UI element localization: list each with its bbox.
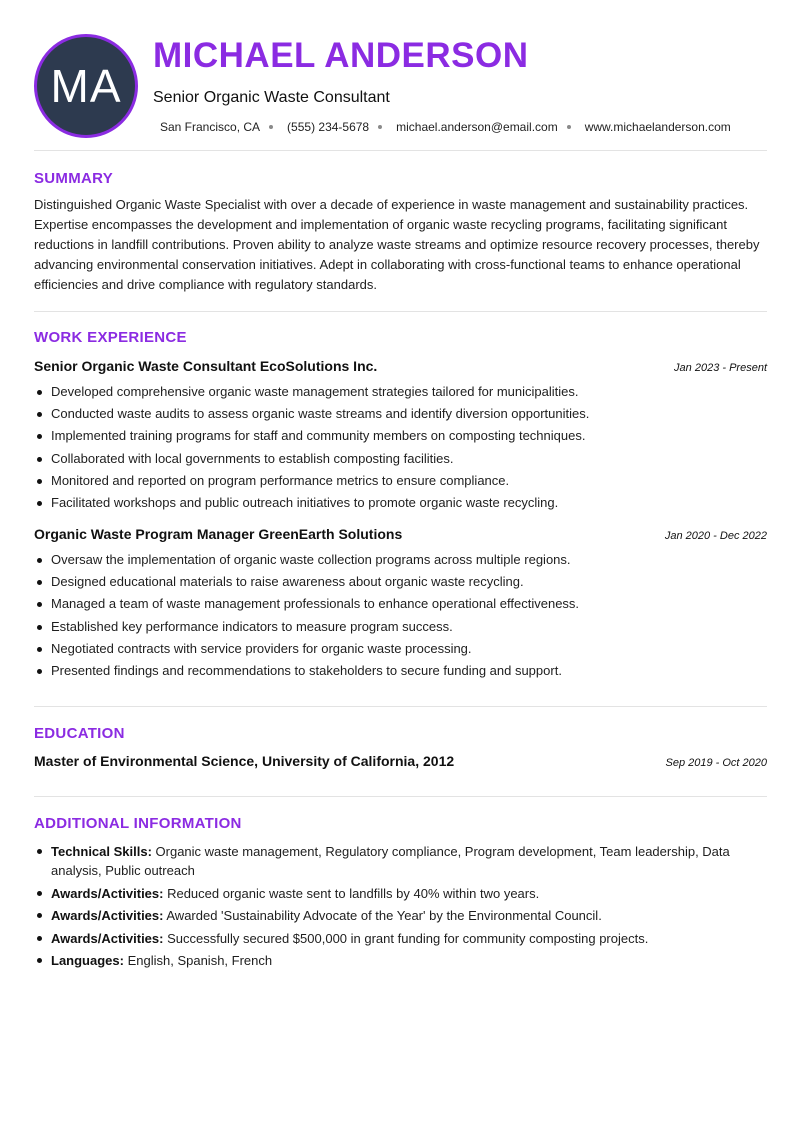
list-item: Conducted waste audits to assess organic waste streams and identify diversion opportunities. xyxy=(34,403,767,425)
section-divider xyxy=(34,706,767,707)
job-header xyxy=(34,358,767,374)
list-item: Facilitated workshops and public outreach initiatives to promote organic waste recycling. xyxy=(34,492,767,514)
item-label: Technical Skills: xyxy=(51,844,152,859)
list-item: Presented findings and recommendations to stakeholders to secure funding and support. xyxy=(34,660,767,682)
list-item xyxy=(34,929,767,948)
item-text: Awarded 'Sustainability Advocate of the Year' by the Environmental Council. xyxy=(163,908,602,923)
job-title: Organic Waste Program Manager GreenEarth Solutions xyxy=(34,526,403,542)
education-dates: Sep 2019 - Oct 2020 xyxy=(665,757,767,769)
summary-heading: SUMMARY xyxy=(34,170,114,187)
item-text: Reduced organic waste sent to landfills by 40% within two years. xyxy=(163,885,540,901)
list-item: Implemented training programs for staff and community members on composting techniques. xyxy=(34,425,767,447)
list-item: Developed comprehensive organic waste management strategies tailored for municipalities. xyxy=(34,381,767,403)
summary-text: Distinguished Organic Waste Specialist with over a decade of experience in waste management and sustainability practices. Expertise encompasses the development and implementation of organic waste recycling programs, facilitating significant reductions in landfill contributions. Proven ability to analyze waste streams and optimize resource recovery processes, thereby advancing environmental conservation initiatives. Adept in collaborating with cross-functional teams to enhance operational efficiencies and drive compliance with regulatory standards. xyxy=(34,197,760,292)
list-item xyxy=(34,951,767,970)
item-label: Awards/Activities: xyxy=(51,908,164,923)
contact-email[interactable]: michael.anderson@email.com xyxy=(396,120,558,134)
list-item: Designed educational materials to raise awareness about organic waste recycling. xyxy=(34,571,767,593)
additional-heading: ADDITIONAL INFORMATION xyxy=(34,815,242,832)
education-heading: EDUCATION xyxy=(34,725,125,742)
candidate-name: MICHAEL ANDERSON xyxy=(153,36,529,75)
section-divider xyxy=(34,150,767,151)
job-dates: Jan 2023 - Present xyxy=(674,362,767,374)
avatar xyxy=(34,34,138,138)
contact-website[interactable]: www.michaelanderson.com xyxy=(584,120,731,134)
list-item: Established key performance indicators to measure program success. xyxy=(34,616,767,638)
job-title: Senior Organic Waste Consultant EcoSolutions Inc. xyxy=(34,358,378,374)
job-bullet-list xyxy=(34,381,767,514)
contact-bar xyxy=(160,120,731,134)
job-bullet-list xyxy=(34,549,767,682)
candidate-role: Senior Organic Waste Consultant xyxy=(153,89,390,106)
job-dates: Jan 2020 - Dec 2022 xyxy=(664,530,767,542)
item-text: Successfully secured $500,000 in grant funding for community composting projects. xyxy=(163,930,649,946)
experience-heading: WORK EXPERIENCE xyxy=(34,329,187,346)
job-header xyxy=(34,526,767,542)
contact-phone[interactable]: (555) 234-5678 xyxy=(287,120,370,134)
list-item xyxy=(34,842,767,880)
section-divider xyxy=(34,311,767,312)
list-item: Collaborated with local governments to establish composting facilities. xyxy=(34,448,767,470)
list-item: Monitored and reported on program performance metrics to ensure compliance. xyxy=(34,470,767,492)
item-label: Awards/Activities: xyxy=(51,930,164,946)
education-degree: Master of Environmental Science, University of California, 2012 xyxy=(34,753,455,769)
list-item: Managed a team of waste management professionals to enhance operational effectiveness. xyxy=(34,593,767,615)
item-label: Awards/Activities: xyxy=(51,885,164,901)
list-item: Negotiated contracts with service providers for organic waste processing. xyxy=(34,638,767,660)
list-item xyxy=(34,906,767,925)
section-divider xyxy=(34,796,767,797)
item-text: English, Spanish, French xyxy=(123,953,273,968)
list-item: Oversaw the implementation of organic waste collection programs across multiple regions. xyxy=(34,549,767,571)
item-label: Languages: xyxy=(51,953,124,968)
additional-list xyxy=(34,842,767,974)
education-entry xyxy=(34,753,767,769)
bullet-separator-icon xyxy=(378,125,382,129)
contact-location: San Francisco, CA xyxy=(160,120,261,134)
item-text: Organic waste management, Regulatory compliance, Program development, Team leadership, Data analysis, Public outreach xyxy=(51,844,730,878)
bullet-separator-icon xyxy=(567,125,571,129)
list-item xyxy=(34,884,767,903)
avatar-initials: MA xyxy=(50,60,122,112)
bullet-separator-icon xyxy=(269,125,273,129)
